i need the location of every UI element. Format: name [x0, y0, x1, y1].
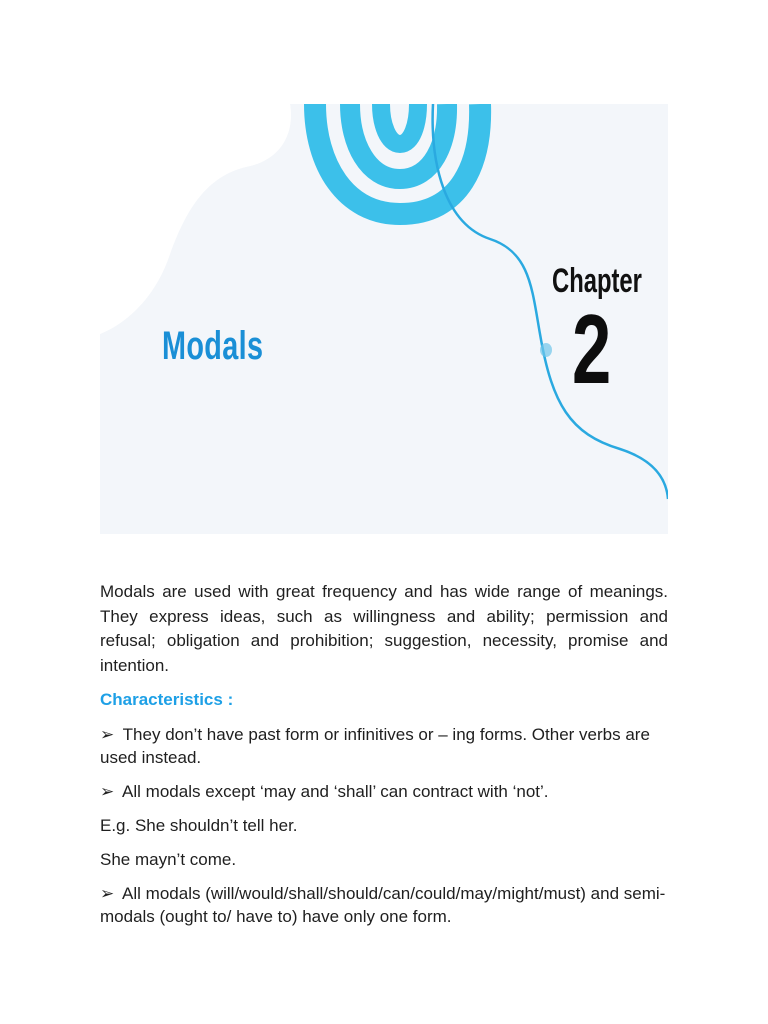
arrow-bullet-icon: ➢ [100, 884, 115, 903]
point-text: They don’t have past form or infinitives or – ing forms. Other verbs are used instead. [100, 725, 650, 767]
chapter-content [100, 580, 668, 928]
example-line-2: She mayn’t come. [100, 850, 237, 869]
point-text: All modals (will/would/shall/should/can/could/may/might/must) and semi-modals (ought to/ have to) have only one form. [100, 884, 666, 926]
arrow-bullet-icon: ➢ [100, 782, 115, 801]
arrow-bullet-icon: ➢ [100, 725, 115, 744]
accent-dot [540, 343, 552, 357]
example-line-1: E.g. She shouldn’t tell her. [100, 816, 298, 835]
chapter-banner [100, 104, 668, 534]
characteristic-point-2 [100, 780, 668, 803]
topic-title: Modals [162, 324, 264, 368]
intro-paragraph: Modals are used with great frequency and has wide range of meanings. They express ideas, such as willingness and ability; permission and refusal; obligation and prohibition; suggestion, necessity, promise and intention. [100, 582, 668, 675]
characteristics-heading: Characteristics : [100, 690, 234, 709]
characteristic-point-3 [100, 882, 668, 928]
chapter-number: 2 [572, 294, 612, 404]
characteristic-point-1 [100, 723, 668, 769]
chapter-label: Chapter [552, 262, 642, 300]
point-text: All modals except ‘may and ‘shall’ can contract with ‘not’. [122, 782, 549, 801]
